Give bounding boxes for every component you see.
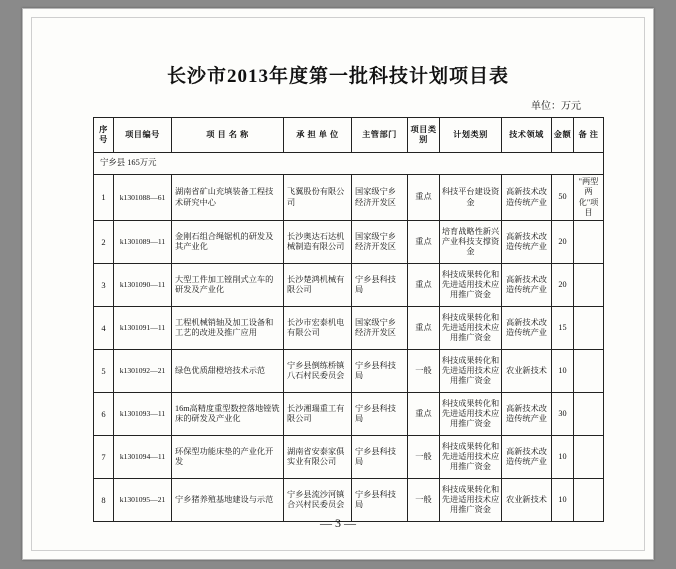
cell-department: 国家级宁乡经济开发区 [352,221,408,264]
cell-category: 培育战略性新兴产业科技支撑资金 [440,221,502,264]
cell-department: 宁乡县科技局 [352,479,408,522]
cell-index: 6 [94,393,114,436]
th-department: 主管部门 [352,118,408,153]
table-row [94,175,604,221]
cell-name: 湖南省矿山充填装备工程技术研究中心 [172,175,284,221]
unit-note: 单位：万元 [531,101,581,112]
table-row [94,307,604,350]
cell-index: 7 [94,436,114,479]
cell-category: 科技成果转化和先进适用技术应用推广资金 [440,393,502,436]
cell-type: 一般 [408,479,440,522]
document-page [22,8,654,560]
cell-amount: 20 [552,221,574,264]
cell-department: 国家级宁乡经济开发区 [352,307,408,350]
th-type: 项目类别 [408,118,440,153]
cell-field: 农业新技术 [502,479,552,522]
th-code: 项目编号 [114,118,172,153]
cell-unit: 飞翼股份有限公司 [284,175,352,221]
cell-note [574,436,604,479]
cell-field: 农业新技术 [502,350,552,393]
cell-unit: 长沙奥达石达机械制造有限公司 [284,221,352,264]
cell-type: 重点 [408,393,440,436]
cell-note [574,350,604,393]
cell-amount: 30 [552,393,574,436]
cell-type: 一般 [408,350,440,393]
th-field: 技术领域 [502,118,552,153]
cell-amount: 50 [552,175,574,221]
cell-code: k1301093—11 [114,393,172,436]
cell-index: 3 [94,264,114,307]
th-index: 序号 [94,118,114,153]
table-row [94,350,604,393]
cell-category: 科技成果转化和先进适用技术应用推广资金 [440,264,502,307]
cell-type: 重点 [408,221,440,264]
cell-index: 4 [94,307,114,350]
section-row [94,153,604,175]
cell-name: 金刚石组合绳锯机的研发及其产业化 [172,221,284,264]
cell-code: k1301089—11 [114,221,172,264]
cell-department: 宁乡县科技局 [352,350,408,393]
cell-department: 宁乡县科技局 [352,436,408,479]
cell-amount: 15 [552,307,574,350]
cell-note [574,221,604,264]
cell-name: 环保型功能床垫的产业化开发 [172,436,284,479]
page-number: — 3 — [320,516,356,530]
cell-code: k1301090—11 [114,264,172,307]
cell-unit: 长沙市宏泰机电有限公司 [284,307,352,350]
cell-note: "两型两化"项目 [574,175,604,221]
cell-code: k1301092—21 [114,350,172,393]
cell-category: 科技平台建设资金 [440,175,502,221]
cell-unit: 宁乡县倒练桥镇八石村民委员会 [284,350,352,393]
cell-category: 科技成果转化和先进适用技术应用推广资金 [440,350,502,393]
cell-unit: 宁乡县流沙河镇合兴村民委员会 [284,479,352,522]
cell-note [574,307,604,350]
cell-index: 2 [94,221,114,264]
th-amount: 金额 [552,118,574,153]
cell-type: 重点 [408,307,440,350]
cell-field: 高新技术改造传统产业 [502,307,552,350]
cell-name: 工程机械销轴及加工设备和工艺的改进及推广应用 [172,307,284,350]
table-header-row [94,118,604,153]
section-label: 宁乡县 165万元 [94,153,604,175]
cell-note [574,264,604,307]
cell-field: 高新技术改造传统产业 [502,393,552,436]
cell-type: 重点 [408,264,440,307]
cell-type: 一般 [408,436,440,479]
cell-unit: 湖南省安泰家俱实业有限公司 [284,436,352,479]
cell-code: k1301095—21 [114,479,172,522]
cell-department: 宁乡县科技局 [352,264,408,307]
cell-amount: 10 [552,436,574,479]
cell-index: 5 [94,350,114,393]
th-name: 项 目 名 称 [172,118,284,153]
cell-note [574,393,604,436]
th-note: 备 注 [574,118,604,153]
cell-index: 8 [94,479,114,522]
cell-name: 16m高精度重型数控落地镗铣床的研发及产业化 [172,393,284,436]
cell-code: k1301091—11 [114,307,172,350]
cell-amount: 20 [552,264,574,307]
cell-code: k1301094—11 [114,436,172,479]
cell-category: 科技成果转化和先进适用技术应用推广资金 [440,436,502,479]
cell-name: 宁乡猪养殖基地建设与示范 [172,479,284,522]
cell-name: 绿色优质甜橙培技术示范 [172,350,284,393]
table-body [94,153,604,522]
table-row [94,264,604,307]
cell-category: 科技成果转化和先进适用技术应用推广资金 [440,479,502,522]
cell-name: 大型工件加工镗削式立车的研发及产业化 [172,264,284,307]
cell-unit: 长沙湘瑞重工有限公司 [284,393,352,436]
cell-amount: 10 [552,350,574,393]
table-row [94,393,604,436]
table-row [94,221,604,264]
cell-unit: 长沙楚鸿机械有限公司 [284,264,352,307]
cell-code: k1301088—61 [114,175,172,221]
cell-category: 科技成果转化和先进适用技术应用推广资金 [440,307,502,350]
cell-field: 高新技术改造传统产业 [502,436,552,479]
cell-type: 重点 [408,175,440,221]
cell-index: 1 [94,175,114,221]
th-category: 计划类别 [440,118,502,153]
cell-field: 高新技术改造传统产业 [502,264,552,307]
cell-field: 高新技术改造传统产业 [502,221,552,264]
project-table [93,117,604,522]
cell-amount: 10 [552,479,574,522]
th-unit: 承 担 单 位 [284,118,352,153]
table-row [94,436,604,479]
page-title: 长沙市2013年度第一批科技计划项目表 [166,66,509,87]
cell-department: 宁乡县科技局 [352,393,408,436]
cell-department: 国家级宁乡经济开发区 [352,175,408,221]
cell-field: 高新技术改造传统产业 [502,175,552,221]
